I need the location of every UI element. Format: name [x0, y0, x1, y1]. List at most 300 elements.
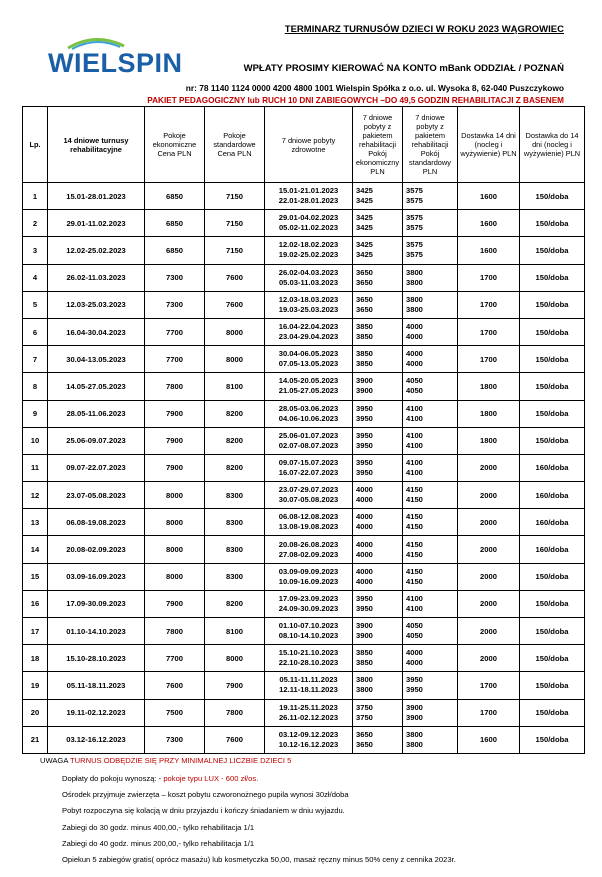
pakiet-std-1: 3575	[406, 240, 423, 250]
cell-std-price: 8100	[205, 618, 265, 645]
pobyt-2: 10.09-16.09.2023	[278, 576, 339, 586]
cell-dostawka-doba: 160/doba	[520, 509, 585, 536]
pakiet-eko-1: 3950	[356, 457, 373, 467]
pobyt-1: 28.05-03.06.2023	[278, 403, 339, 413]
cell-lp: 7	[23, 346, 48, 373]
cell-std-price: 7150	[205, 183, 265, 210]
account-info: WPŁATY PROSIMY KIEROWAĆ NA KONTO mBank ODDZIAŁ / POZNAŃ	[243, 63, 564, 74]
note-line: Zabiegi do 40 godz. minus 200,00,- tylko rehabilitacja 1/1	[62, 839, 255, 848]
cell-pakiet-std	[403, 427, 458, 454]
cell-eko-price: 7800	[145, 373, 205, 400]
cell-pakiet-eko	[353, 590, 403, 617]
cell-pakiet-std	[403, 237, 458, 264]
note-line: Opiekun 5 zabiegów gratis( oprócz masażu) lub kosmetyczka 50,00, masaż ręczny minus 50% ceny z cennika 2023r.	[62, 855, 456, 864]
pakiet-std-1: 4100	[406, 457, 423, 467]
cell-lp: 16	[23, 590, 48, 617]
header-pobyty: 7 dniowe pobyty zdrowotne	[265, 107, 353, 183]
cell-eko-price: 7800	[145, 618, 205, 645]
cell-turnus: 17.09-30.09.2023	[48, 590, 145, 617]
pobyt-2: 21.05-27.05.2023	[278, 386, 339, 396]
pakiet-eko-1: 3850	[356, 322, 373, 332]
cell-dostawka-doba: 150/doba	[520, 237, 585, 264]
table-row	[23, 563, 585, 590]
header-pakiet-std: 7 dniowe pobyty z pakietem rehabilitacji Pokój standardowy PLN	[403, 107, 458, 183]
cell-turnus: 23.07-05.08.2023	[48, 482, 145, 509]
table-row	[23, 183, 585, 210]
pakiet-eko-1: 3650	[356, 294, 373, 304]
cell-std-price: 8000	[205, 346, 265, 373]
pobyt-1: 15.01-21.01.2023	[278, 186, 339, 196]
cell-turnus: 12.02-25.02.2023	[48, 237, 145, 264]
table-row	[23, 645, 585, 672]
pakiet-eko-1: 3425	[356, 213, 373, 223]
cell-turnus: 03.09-16.09.2023	[48, 563, 145, 590]
pobyt-1: 06.08-12.08.2023	[278, 512, 339, 522]
cell-dostawka-doba: 150/doba	[520, 318, 585, 345]
cell-pobyty	[265, 563, 353, 590]
cell-pobyty	[265, 237, 353, 264]
cell-pakiet-std	[403, 346, 458, 373]
cell-dostawka-doba: 160/doba	[520, 482, 585, 509]
cell-pakiet-eko	[353, 400, 403, 427]
cell-dostawka-14: 1800	[458, 427, 520, 454]
cell-dostawka-doba: 160/doba	[520, 536, 585, 563]
pakiet-std-1: 3575	[406, 213, 423, 223]
cell-std-price: 8200	[205, 400, 265, 427]
cell-pakiet-std	[403, 183, 458, 210]
note-line	[62, 774, 258, 783]
cell-pobyty	[265, 509, 353, 536]
cell-lp: 19	[23, 672, 48, 699]
cell-turnus: 12.03-25.03.2023	[48, 291, 145, 318]
pobyt-2: 22.01-28.01.2023	[278, 196, 339, 206]
table-row	[23, 427, 585, 454]
cell-eko-price: 8000	[145, 482, 205, 509]
cell-turnus: 25.06-09.07.2023	[48, 427, 145, 454]
cell-turnus: 26.02-11.03.2023	[48, 264, 145, 291]
cell-std-price: 8000	[205, 645, 265, 672]
cell-pakiet-eko	[353, 482, 403, 509]
table-row	[23, 210, 585, 237]
cell-dostawka-doba: 150/doba	[520, 427, 585, 454]
cell-std-price: 8200	[205, 454, 265, 481]
pakiet-eko-2: 3850	[356, 359, 373, 369]
cell-dostawka-14: 2000	[458, 454, 520, 481]
cell-lp: 10	[23, 427, 48, 454]
pakiet-eko-1: 4000	[356, 512, 373, 522]
cell-dostawka-14: 1700	[458, 291, 520, 318]
cell-dostawka-14: 1800	[458, 373, 520, 400]
pakiet-std-2: 4050	[406, 631, 423, 641]
pakiet-eko-2: 4000	[356, 522, 373, 532]
cell-std-price: 8300	[205, 563, 265, 590]
cell-pakiet-std	[403, 318, 458, 345]
cell-eko-price: 7900	[145, 590, 205, 617]
pakiet-std-1: 3800	[406, 729, 423, 739]
cell-pakiet-eko	[353, 645, 403, 672]
cell-pakiet-std	[403, 699, 458, 726]
pobyt-1: 15.10-21.10.2023	[278, 648, 339, 658]
package-info: PAKIET PEDAGOGICZNY lub RUCH 10 DNI ZABIEGOWYCH –DO 49,5 GODZIN REHABILITACJI Z BASENEM	[147, 96, 564, 105]
pakiet-eko-1: 3650	[356, 729, 373, 739]
pakiet-std-2: 4100	[406, 413, 423, 423]
pakiet-eko-1: 3900	[356, 376, 373, 386]
cell-turnus: 06.08-19.08.2023	[48, 509, 145, 536]
pakiet-std-1: 4100	[406, 430, 423, 440]
cell-dostawka-14: 2000	[458, 645, 520, 672]
pobyt-2: 02.07-08.07.2023	[278, 440, 339, 450]
cell-std-price: 8200	[205, 427, 265, 454]
cell-pakiet-eko	[353, 318, 403, 345]
cell-dostawka-14: 2000	[458, 482, 520, 509]
table-row	[23, 699, 585, 726]
cell-pakiet-eko	[353, 183, 403, 210]
cell-turnus: 30.04-13.05.2023	[48, 346, 145, 373]
table-row	[23, 482, 585, 509]
cell-pobyty	[265, 427, 353, 454]
pobyt-1: 03.09-09.09.2023	[278, 566, 339, 576]
pakiet-std-2: 3800	[406, 277, 423, 287]
cell-dostawka-14: 2000	[458, 618, 520, 645]
cell-turnus: 15.10-28.10.2023	[48, 645, 145, 672]
cell-pakiet-std	[403, 509, 458, 536]
pakiet-eko-2: 3850	[356, 658, 373, 668]
pakiet-eko-2: 3425	[356, 250, 373, 260]
cell-std-price: 8200	[205, 590, 265, 617]
pobyt-2: 19.03-25.03.2023	[278, 304, 339, 314]
cell-dostawka-14: 1700	[458, 672, 520, 699]
cell-pakiet-eko	[353, 373, 403, 400]
cell-eko-price: 7900	[145, 427, 205, 454]
table-row	[23, 291, 585, 318]
header-dostawka-doba: Dostawka do 14 dni (nocleg i wyżywienie) PLN	[520, 107, 585, 183]
cell-eko-price: 8000	[145, 563, 205, 590]
pobyt-1: 12.03-18.03.2023	[278, 294, 339, 304]
cell-dostawka-doba: 150/doba	[520, 672, 585, 699]
pakiet-eko-2: 3425	[356, 196, 373, 206]
table-row	[23, 346, 585, 373]
cell-turnus: 14.05-27.05.2023	[48, 373, 145, 400]
pakiet-eko-2: 3650	[356, 304, 373, 314]
cell-pobyty	[265, 454, 353, 481]
cell-pakiet-eko	[353, 563, 403, 590]
pakiet-eko-1: 4000	[356, 566, 373, 576]
cell-dostawka-doba: 150/doba	[520, 590, 585, 617]
pakiet-std-2: 4150	[406, 549, 423, 559]
cell-pakiet-std	[403, 563, 458, 590]
pakiet-std-1: 4100	[406, 403, 423, 413]
cell-lp: 6	[23, 318, 48, 345]
document-header	[0, 0, 602, 120]
pobyt-1: 23.07-29.07.2023	[278, 485, 339, 495]
warning-text: TURNUS ODBĘDZIE SIĘ PRZY MINIMALNEJ LICZBIE DZIECI 5	[69, 756, 292, 765]
wielspin-logo	[48, 36, 183, 78]
cell-pakiet-eko	[353, 264, 403, 291]
cell-dostawka-14: 2000	[458, 590, 520, 617]
pakiet-eko-1: 3950	[356, 430, 373, 440]
cell-pakiet-std	[403, 373, 458, 400]
cell-dostawka-doba: 150/doba	[520, 291, 585, 318]
cell-eko-price: 6850	[145, 210, 205, 237]
cell-pobyty	[265, 291, 353, 318]
pakiet-eko-2: 4000	[356, 576, 373, 586]
header-lp: Lp.	[23, 107, 48, 183]
cell-dostawka-doba: 150/doba	[520, 618, 585, 645]
pakiet-eko-1: 3425	[356, 240, 373, 250]
cell-std-price: 8300	[205, 482, 265, 509]
cell-turnus: 01.10-14.10.2023	[48, 618, 145, 645]
pobyt-1: 14.05-20.05.2023	[278, 376, 339, 386]
cell-eko-price: 7700	[145, 318, 205, 345]
pakiet-eko-1: 3850	[356, 648, 373, 658]
cell-turnus: 19.11-02.12.2023	[48, 699, 145, 726]
pakiet-std-2: 4150	[406, 495, 423, 505]
cell-dostawka-14: 1700	[458, 318, 520, 345]
cell-pobyty	[265, 536, 353, 563]
pobyt-1: 25.06-01.07.2023	[278, 430, 339, 440]
cell-eko-price: 7500	[145, 699, 205, 726]
cell-turnus: 05.11-18.11.2023	[48, 672, 145, 699]
cell-std-price: 8000	[205, 318, 265, 345]
cell-dostawka-14: 1600	[458, 210, 520, 237]
pobyt-2: 10.12-16.12.2023	[278, 739, 339, 749]
cell-lp: 13	[23, 509, 48, 536]
cell-lp: 18	[23, 645, 48, 672]
cell-dostawka-doba: 150/doba	[520, 699, 585, 726]
cell-eko-price: 7300	[145, 264, 205, 291]
pobyt-1: 03.12-09.12.2023	[278, 729, 339, 739]
pakiet-std-2: 3950	[406, 685, 423, 695]
cell-pakiet-eko	[353, 291, 403, 318]
pakiet-std-1: 4000	[406, 322, 423, 332]
cell-pobyty	[265, 672, 353, 699]
cell-dostawka-doba: 150/doba	[520, 726, 585, 753]
table-row	[23, 237, 585, 264]
cell-std-price: 8100	[205, 373, 265, 400]
pakiet-eko-1: 3650	[356, 267, 373, 277]
table-row	[23, 618, 585, 645]
page-title: TERMINARZ TURNUSÓW DZIECI W ROKU 2023 WĄGROWIEC	[284, 24, 564, 35]
pobyt-2: 23.04-29.04.2023	[278, 332, 339, 342]
pakiet-eko-2: 3950	[356, 467, 373, 477]
table-row	[23, 536, 585, 563]
cell-pakiet-eko	[353, 454, 403, 481]
cell-lp: 2	[23, 210, 48, 237]
pakiet-eko-1: 3750	[356, 702, 373, 712]
pakiet-std-2: 4150	[406, 522, 423, 532]
cell-dostawka-doba: 160/doba	[520, 454, 585, 481]
pobyt-2: 16.07-22.07.2023	[278, 467, 339, 477]
cell-eko-price: 6850	[145, 183, 205, 210]
cell-pakiet-std	[403, 672, 458, 699]
cell-pobyty	[265, 726, 353, 753]
cell-pobyty	[265, 183, 353, 210]
cell-pobyty	[265, 373, 353, 400]
pakiet-std-2: 3800	[406, 739, 423, 749]
cell-std-price: 8300	[205, 509, 265, 536]
pakiet-std-2: 4100	[406, 603, 423, 613]
pakiet-eko-1: 3900	[356, 621, 373, 631]
pobyt-2: 07.05-13.05.2023	[278, 359, 339, 369]
cell-pobyty	[265, 590, 353, 617]
account-number: nr: 78 1140 1124 0000 4200 4800 1001 Wielspin Spółka z o.o. ul. Wysoka 8, 62-040 Puszczykowo	[185, 83, 564, 93]
cell-eko-price: 6850	[145, 237, 205, 264]
cell-lp: 11	[23, 454, 48, 481]
pobyt-2: 22.10-28.10.2023	[278, 658, 339, 668]
cell-lp: 21	[23, 726, 48, 753]
cell-turnus: 28.05-11.06.2023	[48, 400, 145, 427]
cell-lp: 1	[23, 183, 48, 210]
pakiet-std-1: 4000	[406, 648, 423, 658]
pakiet-eko-1: 3950	[356, 593, 373, 603]
pakiet-eko-2: 3900	[356, 386, 373, 396]
cell-eko-price: 7300	[145, 291, 205, 318]
pobyt-1: 30.04-06.05.2023	[278, 349, 339, 359]
pakiet-std-2: 3575	[406, 196, 423, 206]
header-pakiet-eko: 7 dniowe pobyty z pakietem rehabilitacji Pokój ekonomiczny PLN	[353, 107, 403, 183]
cell-pakiet-std	[403, 210, 458, 237]
cell-lp: 8	[23, 373, 48, 400]
cell-pakiet-eko	[353, 699, 403, 726]
table-row	[23, 373, 585, 400]
cell-dostawka-doba: 150/doba	[520, 373, 585, 400]
warning-note	[40, 756, 291, 765]
pakiet-std-1: 3900	[406, 702, 423, 712]
cell-lp: 12	[23, 482, 48, 509]
pakiet-std-1: 4050	[406, 621, 423, 631]
cell-std-price: 8300	[205, 536, 265, 563]
table-row	[23, 264, 585, 291]
cell-dostawka-14: 1600	[458, 726, 520, 753]
cell-pobyty	[265, 400, 353, 427]
pobyt-1: 12.02-18.02.2023	[278, 240, 339, 250]
pakiet-eko-1: 3800	[356, 675, 373, 685]
cell-pobyty	[265, 645, 353, 672]
cell-pakiet-std	[403, 400, 458, 427]
pakiet-std-2: 4050	[406, 386, 423, 396]
cell-eko-price: 7900	[145, 454, 205, 481]
pakiet-eko-2: 3900	[356, 631, 373, 641]
cell-dostawka-14: 2000	[458, 563, 520, 590]
cell-turnus: 03.12-16.12.2023	[48, 726, 145, 753]
cell-dostawka-14: 1600	[458, 183, 520, 210]
cell-eko-price: 7300	[145, 726, 205, 753]
pakiet-std-1: 3800	[406, 294, 423, 304]
pakiet-std-2: 3575	[406, 250, 423, 260]
cell-pakiet-std	[403, 291, 458, 318]
pobyt-1: 20.08-26.08.2023	[278, 539, 339, 549]
pobyt-1: 09.07-15.07.2023	[278, 457, 339, 467]
table-row	[23, 509, 585, 536]
cell-dostawka-doba: 150/doba	[520, 183, 585, 210]
table-row	[23, 400, 585, 427]
pobyt-1: 05.11-11.11.2023	[279, 675, 338, 685]
cell-pakiet-std	[403, 618, 458, 645]
table-row	[23, 672, 585, 699]
cell-lp: 15	[23, 563, 48, 590]
pobyt-2: 19.02-25.02.2023	[278, 250, 339, 260]
cell-lp: 5	[23, 291, 48, 318]
pakiet-std-1: 4150	[406, 539, 423, 549]
cell-lp: 3	[23, 237, 48, 264]
cell-pakiet-std	[403, 536, 458, 563]
note-line: Zabiegi do 30 godz. minus 400,00,- tylko rehabilitacja 1/1	[62, 823, 255, 832]
cell-pakiet-eko	[353, 237, 403, 264]
cell-pobyty	[265, 318, 353, 345]
cell-eko-price: 7900	[145, 400, 205, 427]
pakiet-std-2: 3800	[406, 304, 423, 314]
pobyt-2: 13.08-19.08.2023	[278, 522, 339, 532]
pobyt-1: 17.09-23.09.2023	[278, 593, 339, 603]
header-turnus: 14 dniowe turnusy rehabilitacyjne	[48, 107, 145, 183]
pakiet-std-1: 3800	[406, 267, 423, 277]
cell-pakiet-std	[403, 645, 458, 672]
cell-lp: 9	[23, 400, 48, 427]
pakiet-eko-2: 3425	[356, 223, 373, 233]
pobyt-2: 08.10-14.10.2023	[278, 631, 339, 641]
cell-eko-price: 7700	[145, 346, 205, 373]
cell-pakiet-eko	[353, 618, 403, 645]
table-row	[23, 726, 585, 753]
cell-eko-price: 8000	[145, 536, 205, 563]
cell-pakiet-eko	[353, 672, 403, 699]
pakiet-std-1: 4100	[406, 593, 423, 603]
cell-dostawka-doba: 150/doba	[520, 563, 585, 590]
cell-pakiet-eko	[353, 509, 403, 536]
pakiet-eko-1: 3950	[356, 403, 373, 413]
pakiet-std-1: 4150	[406, 566, 423, 576]
pakiet-eko-1: 4000	[356, 485, 373, 495]
cell-lp: 14	[23, 536, 48, 563]
pakiet-std-2: 4000	[406, 332, 423, 342]
pakiet-eko-2: 3950	[356, 440, 373, 450]
lux-prefix: Dopłaty do pokoju wynoszą: -	[62, 774, 162, 783]
logo-text: WIELSPIN	[48, 48, 183, 78]
pobyt-1: 01.10-07.10.2023	[278, 621, 339, 631]
cell-pakiet-eko	[353, 726, 403, 753]
cell-pakiet-eko	[353, 210, 403, 237]
cell-pakiet-std	[403, 482, 458, 509]
cell-eko-price: 8000	[145, 509, 205, 536]
pobyt-1: 19.11-25.11.2023	[279, 702, 338, 712]
cell-pobyty	[265, 346, 353, 373]
cell-dostawka-14: 1700	[458, 346, 520, 373]
pobyt-2: 12.11-18.11.2023	[279, 685, 338, 695]
pobyt-2: 26.11-02.12.2023	[278, 712, 339, 722]
pobyt-2: 24.09-30.09.2023	[278, 603, 339, 613]
schedule-table	[22, 106, 585, 754]
cell-dostawka-14: 2000	[458, 509, 520, 536]
pakiet-eko-2: 3950	[356, 413, 373, 423]
cell-std-price: 7150	[205, 210, 265, 237]
pobyt-1: 16.04-22.04.2023	[278, 322, 339, 332]
cell-dostawka-doba: 150/doba	[520, 400, 585, 427]
pakiet-eko-1: 3850	[356, 349, 373, 359]
pakiet-eko-2: 3800	[356, 685, 373, 695]
cell-turnus: 20.08-02.09.2023	[48, 536, 145, 563]
header-dostawka-14: Dostawka 14 dni (nocleg i wyżywienie) PLN	[458, 107, 520, 183]
pakiet-std-2: 3575	[406, 223, 423, 233]
pobyt-1: 26.02-04.03.2023	[278, 267, 339, 277]
pakiet-std-2: 4100	[406, 467, 423, 477]
cell-dostawka-doba: 150/doba	[520, 346, 585, 373]
pobyt-2: 05.02-11.02.2023	[278, 223, 339, 233]
cell-std-price: 7600	[205, 726, 265, 753]
cell-pakiet-eko	[353, 346, 403, 373]
cell-turnus: 15.01-28.01.2023	[48, 183, 145, 210]
note-line: Pobyt rozpoczyna się kolacją w dniu przyjazdu i kończy śniadaniem w dniu wyjazdu.	[62, 806, 345, 815]
pakiet-std-1: 4150	[406, 512, 423, 522]
